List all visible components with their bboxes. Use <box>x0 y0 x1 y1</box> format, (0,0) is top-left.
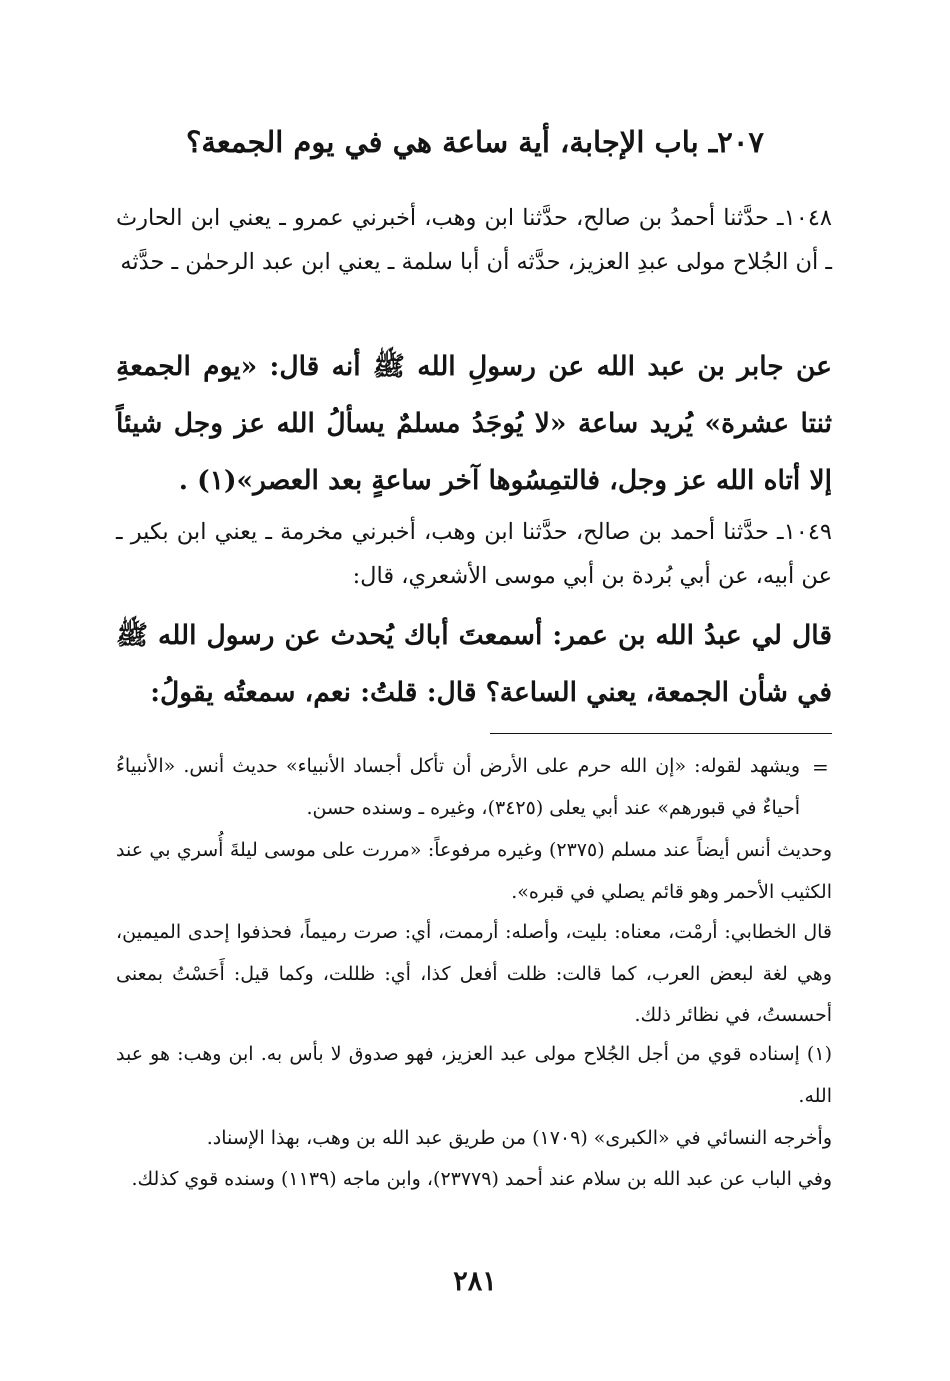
page-number: ٢٨١ <box>453 1266 497 1297</box>
hadith-1048-isnad: ١٠٤٨ـ حدَّثنا أحمدُ بن صالح، حدَّثنا ابن وهب، أخبرني عمرو ـ يعني ابن الحارث ـ أن الجُلاح مولى عبدِ العزيز، حدَّثه أن أبا سلمة ـ يعني ابن عبد الرحمٰن ـ حدَّثه <box>116 205 832 275</box>
footnote-1-shawahid: وفي الباب عن عبد الله بن سلام عند أحمد (٢٣٧٧٩)، وابن ماجه (١١٣٩) وسنده قوي كذلك. <box>131 1168 832 1190</box>
hadith-1049-isnad: ١٠٤٩ـ حدَّثنا أحمد بن صالح، حدَّثنا ابن وهب، أخبرني مخرمة ـ يعني ابن بكير ـ عن أبيه، عن أبي بُردة بن أبي موسى الأشعري، قال: <box>116 519 832 589</box>
footnote-1-takhrij: وأخرجه النسائي في «الكبرى» (١٧٠٩) من طريق عبد الله بن وهب، بهذا الإسناد. <box>206 1127 832 1149</box>
footnote-para-3: قال الخطابي: أرمْت، معناه: بليت، وأصله: أرممت، أي: صرت رميماً، فحذفوا إحدى الميمين، وهي لغة لبعض العرب، كما قالت: ظلت أفعل كذا، أي: ظللت، وكما قيل: أَحَسْتُ بمعنى أحسستُ، في نظائر ذلك. <box>116 921 832 1026</box>
hadith-1048-matn: عن جابر بن عبد الله عن رسولِ الله ﷺ أنه قال: «يوم الجمعةِ ثنتا عشرة» يُريد ساعة «لا يُوجَدُ مسلمٌ يسألُ الله عز وجل شيئاً إلا أتاه الله عز وجل، فالتمِسُوها آخر ساعةٍ بعد العصر»(١) . <box>116 351 832 496</box>
chapter-heading: ٢٠٧ـ باب الإجابة، أية ساعة هي في يوم الجمعة؟ <box>185 125 765 159</box>
footnote-1: (١) إسناده قوي من أجل الجُلاح مولى عبد العزيز، فهو صدوق لا بأس به. ابن وهب: هو عبد الله. <box>116 1043 832 1107</box>
footnote-para-1: ويشهد لقوله: «إن الله حرم على الأرض أن تأكل أجساد الأنبياء» حديث أنس. «الأنبياءُ أحياءٌ في قبورهم» عند أبي يعلى (٣٤٢٥)، وغيره ـ وسنده حسن. <box>116 755 800 819</box>
footnote-continuation-marker: = <box>812 755 829 779</box>
footnote-separator <box>490 733 832 734</box>
hadith-1049-matn: قال لي عبدُ الله بن عمر: أسمعتَ أباك يُحدث عن رسول الله ﷺ في شأن الجمعة، يعني الساعة؟ قال: قلتُ: نعم، سمعتُه يقولُ: <box>116 620 832 708</box>
footnote-para-2: وحديث أنس أيضاً عند مسلم (٢٣٧٥) وغيره مرفوعاً: «مررت على موسى ليلةَ أُسري بي عند الكثيب الأحمر وهو قائم يصلي في قبره». <box>116 839 832 903</box>
